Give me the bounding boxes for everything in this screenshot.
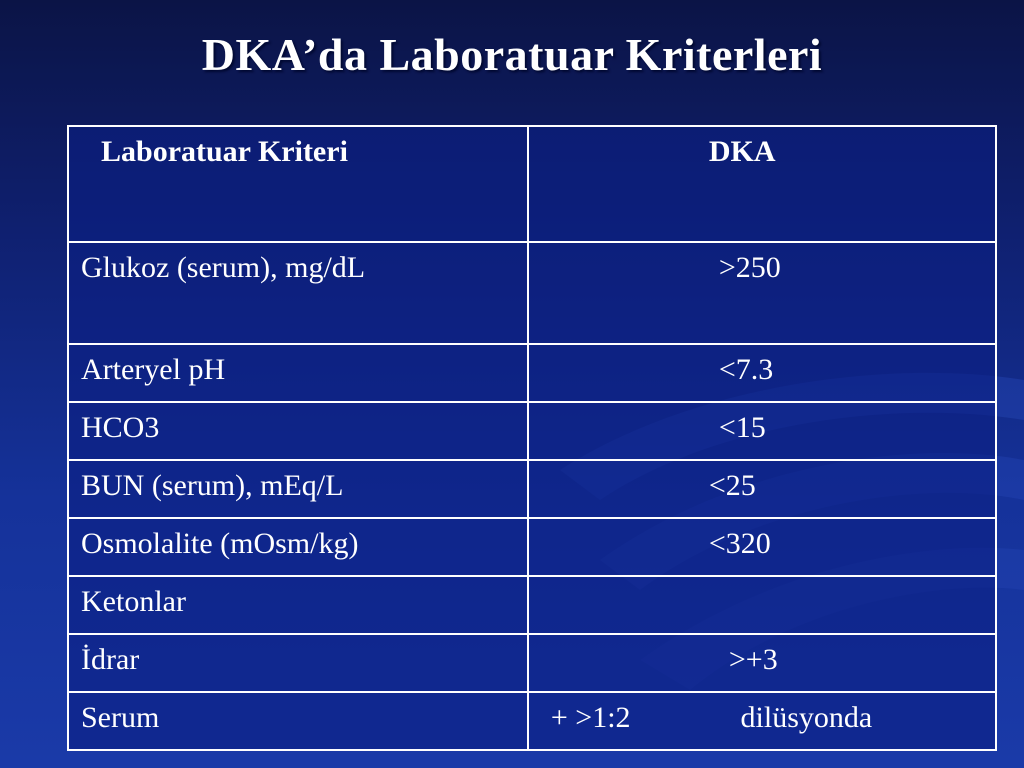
criterion-cell: Serum xyxy=(68,692,528,750)
header-criterion-label: Laboratuar Kriteri xyxy=(101,135,348,168)
value-cell xyxy=(528,402,996,460)
value-cell xyxy=(528,460,996,518)
header-dka-label: DKA xyxy=(708,135,776,168)
value-cell xyxy=(528,576,996,634)
table-row xyxy=(68,344,996,402)
value-cell xyxy=(528,344,996,402)
value-text: <15 xyxy=(718,411,766,444)
criterion-cell: Osmolalite (mOsm/kg) xyxy=(68,518,528,576)
table-row xyxy=(68,242,996,344)
value-text: <7.3 xyxy=(718,353,774,386)
value-cell xyxy=(528,634,996,692)
table-row xyxy=(68,634,996,692)
table-header-row xyxy=(68,126,996,242)
criterion-cell: Arteryel pH xyxy=(68,344,528,402)
criteria-table xyxy=(67,125,997,751)
value-text: <320 xyxy=(708,527,771,560)
value-cell xyxy=(528,242,996,344)
criterion-cell: HCO3 xyxy=(68,402,528,460)
criterion-cell: İdrar xyxy=(68,634,528,692)
table-row xyxy=(68,692,996,750)
criterion-cell: BUN (serum), mEq/L xyxy=(68,460,528,518)
value-suffix-text: dilüsyonda xyxy=(740,701,873,734)
slide-title: DKA’da Laboratuar Kriterleri xyxy=(201,29,823,80)
table-row xyxy=(68,460,996,518)
header-dka xyxy=(528,126,996,242)
value-cell xyxy=(528,692,996,750)
table-row xyxy=(68,518,996,576)
value-text: <25 xyxy=(708,469,756,502)
value-text: >250 xyxy=(718,251,781,284)
table-row xyxy=(68,402,996,460)
value-cell xyxy=(528,518,996,576)
value-text: >+3 xyxy=(728,643,778,676)
value-text: + >1:2 xyxy=(550,701,631,734)
table-row xyxy=(68,576,996,634)
criterion-cell: Ketonlar xyxy=(68,576,528,634)
criterion-cell: Glukoz (serum), mg/dL xyxy=(68,242,528,344)
header-criterion xyxy=(68,126,528,242)
